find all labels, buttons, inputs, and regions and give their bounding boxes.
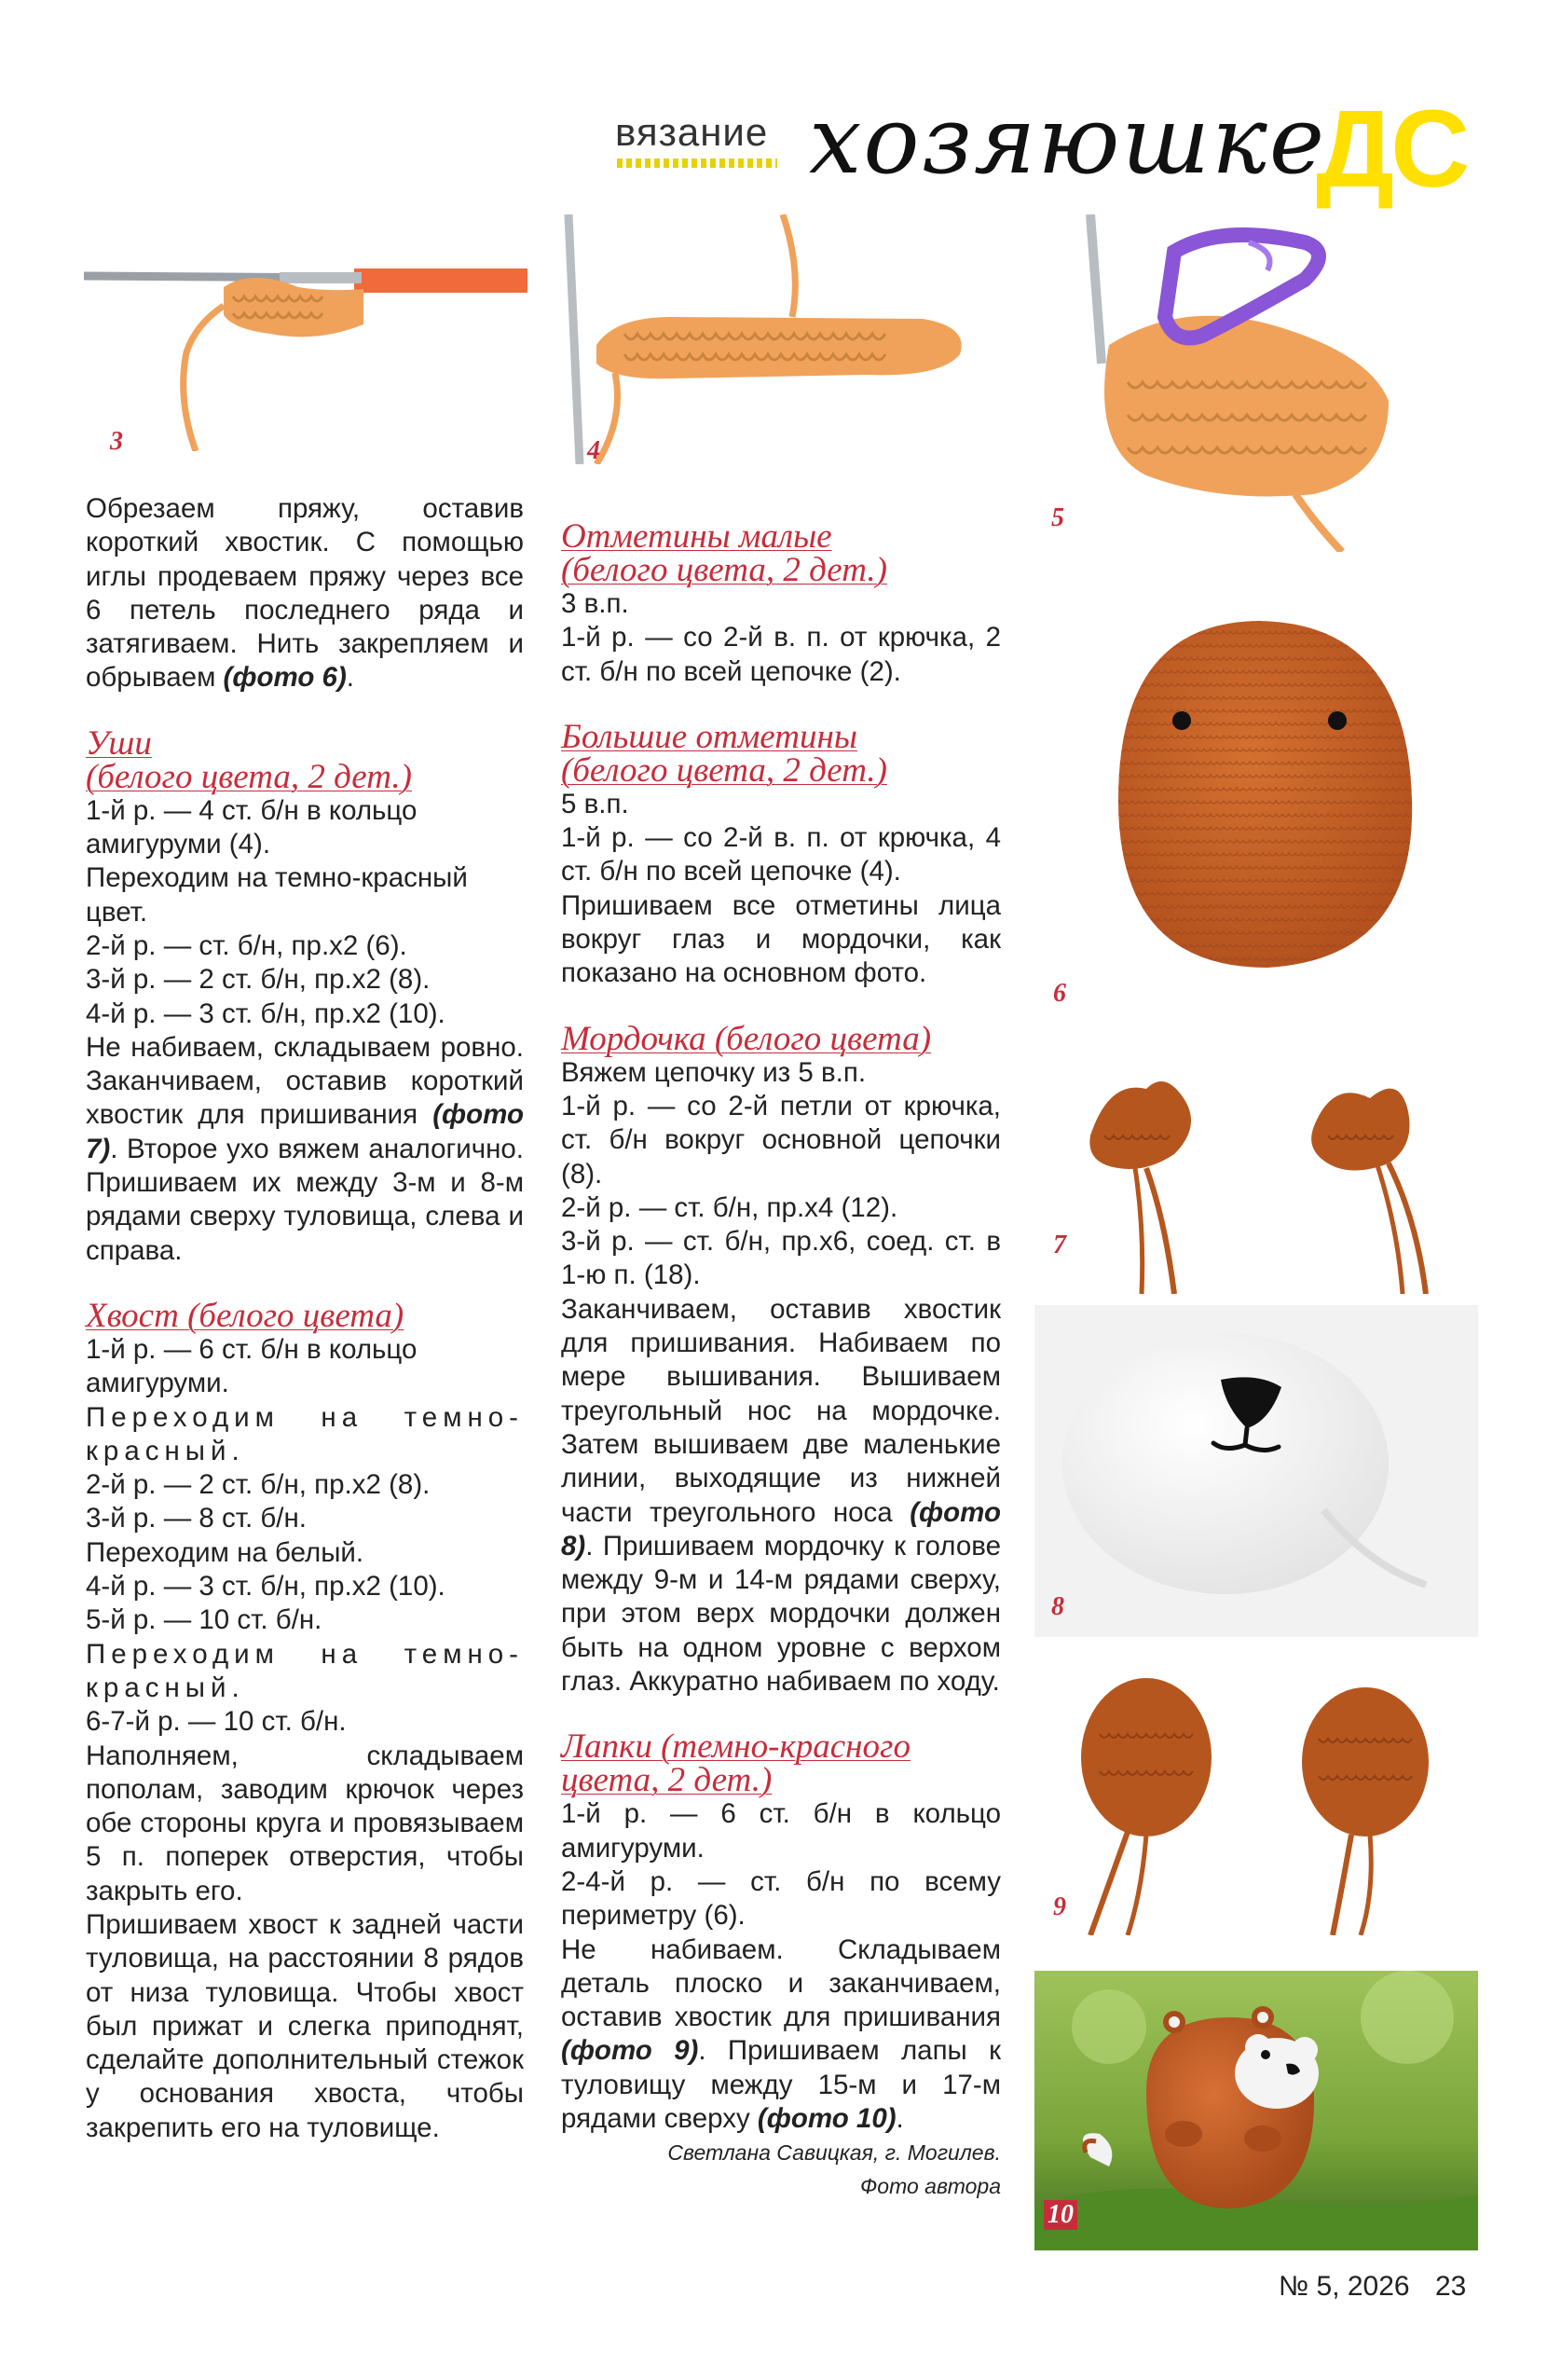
section-subheading-paws: цвета, 2 дет.) bbox=[561, 1761, 773, 1800]
instruction-row: Переходим на темно-красный цвет. bbox=[86, 862, 468, 928]
section-heading-paws: Лапки (темно-красного bbox=[561, 1727, 911, 1767]
instruction-row: Переходим на темно-красный. bbox=[86, 1638, 524, 1703]
photo-10-finished-toy bbox=[1034, 1971, 1478, 2250]
text-column-2 bbox=[561, 517, 1002, 2203]
section-subheading-small-marks: (белого цвета, 2 дет.) bbox=[561, 551, 887, 589]
section-heading-tail: Хвост (белого цвета) bbox=[86, 1296, 404, 1335]
section-subheading-ears: (белого цвета, 2 дет.) bbox=[86, 757, 412, 796]
instruction-row: 2-й р. — 2 ст. б/н, пр.х2 (8). bbox=[86, 1469, 431, 1501]
author-signature: Светлана Савицкая, г. Могилев. bbox=[667, 2140, 1001, 2166]
instruction-row: 1-й р. — со 2-й петли от крючка, ст. б/н вокруг основной цепочки (8). bbox=[561, 1090, 1001, 1190]
instruction-row: 4-й р. — 3 ст. б/н, пр.х2 (10). bbox=[86, 997, 445, 1029]
photo-ref: (фото 8) bbox=[561, 1496, 1001, 1561]
photo-5-stitch-marker bbox=[1034, 214, 1478, 552]
instruction-text: . Пришиваем лапы к туловищу между 15-м и 17-м рядами сверху bbox=[561, 2035, 1002, 2134]
text-column-1 bbox=[86, 492, 524, 2145]
instruction-row: 1-й р. — 6 ст. б/н в кольцо амигуруми. bbox=[86, 1333, 418, 1399]
instruction-row: 5 в.п. bbox=[561, 788, 629, 819]
photo-ref: (фото 10) bbox=[757, 2102, 897, 2134]
instruction-text: . Второе ухо вяжем аналогично. Пришиваем их между 3-м и 8-м рядами сверху туловища, слева и справа. bbox=[86, 1133, 524, 1266]
instruction-text: Не набиваем. Складываем деталь плоско и заканчиваем, оставив хвостик для пришивания bbox=[561, 1933, 1001, 2033]
instruction-paragraph: Пришиваем хвост к задней части туловища, на расстоянии 8 рядов от низа туловища. Чтобы хвост был прижат и слегка приподнят, сделайте дополнительный стежок у основания хвоста, чтобы закрепить его на туловище. bbox=[86, 1908, 524, 2143]
page-number: 23 bbox=[1435, 2271, 1467, 2302]
photo-ref: (фото 9) bbox=[561, 2035, 699, 2067]
photo-number: 5 bbox=[1051, 503, 1064, 532]
photo-number: 10 bbox=[1044, 2200, 1077, 2230]
instruction-row: 3 в.п. bbox=[561, 588, 629, 619]
intro-paragraph bbox=[86, 492, 524, 695]
header-title: хозяюшке bbox=[809, 86, 1327, 195]
magazine-logo: ДС bbox=[1316, 88, 1467, 211]
instruction-row: 3-й р. — ст. б/н, пр.х6, соед. ст. в 1-ю п. (18). bbox=[561, 1226, 1001, 1291]
instruction-row: 2-й р. — ст. б/н, пр.х4 (12). bbox=[561, 1191, 898, 1223]
instruction-row: 5-й р. — 10 ст. б/н. bbox=[86, 1604, 322, 1636]
issue-number: № 5, 2026 bbox=[1279, 2271, 1410, 2302]
instruction-row: Вяжем цепочку из 5 в.п. bbox=[561, 1056, 867, 1088]
instruction-text: Заканчиваем, оставив хвостик для пришивания. Набиваем по мере вышивания. Вышиваем треугольный нос на мордочке. Затем вышиваем две маленькие линии, выходящие из нижней части треугольного носа bbox=[561, 1293, 1001, 1528]
photo-ref: (фото 7) bbox=[86, 1099, 524, 1164]
photo-number: 6 bbox=[1053, 979, 1066, 1008]
photo-number: 9 bbox=[1053, 1892, 1066, 1921]
instruction-text: . bbox=[896, 2102, 904, 2134]
instruction-row: 1-й р. — 4 ст. б/н в кольцо амигуруми (4). bbox=[86, 794, 418, 860]
instruction-text: . Пришиваем мордочку к голове между 9-м и 14-м рядами сверху, при этом верх мордочки должен быть на одном уровне с верхом глаз. Аккуратно набиваем по ходу. bbox=[561, 1530, 1001, 1698]
instruction-row: 4-й р. — 3 ст. б/н, пр.х2 (10). bbox=[86, 1571, 445, 1603]
photo-number: 4 bbox=[587, 436, 600, 464]
photo-4-chain-strip bbox=[559, 214, 1006, 464]
instruction-row: 6-7-й р. — 10 ст. б/н. bbox=[86, 1706, 347, 1738]
intro-tail: . bbox=[346, 662, 354, 694]
section-heading-small-marks: Отметины малые bbox=[561, 517, 832, 556]
instruction-paragraph: Пришиваем все отметины лица вокруг глаз и мордочки, как показано на основном фото. bbox=[561, 889, 1001, 989]
photo-number: 3 bbox=[110, 427, 123, 451]
section-heading-big-marks: Большие отметины bbox=[561, 717, 857, 756]
photo-8-muzzle bbox=[1034, 1305, 1478, 1637]
instruction-row: 2-4-й р. — ст. б/н по всему периметру (6). bbox=[561, 1865, 1001, 1932]
header-category: вязание bbox=[615, 110, 769, 154]
photo-7-ears bbox=[1034, 1052, 1478, 1294]
instruction-paragraph bbox=[561, 1933, 1001, 2137]
section-subheading-big-marks: (белого цвета, 2 дет.) bbox=[561, 750, 887, 790]
photo-number: 7 bbox=[1053, 1231, 1066, 1259]
header-wave-decoration bbox=[617, 158, 777, 168]
photo-9-paws bbox=[1034, 1669, 1478, 1935]
instruction-row: 3-й р. — 2 ст. б/н, пр.х2 (8). bbox=[86, 964, 431, 996]
instruction-paragraph bbox=[561, 1293, 1001, 1699]
photo-6-body bbox=[1034, 585, 1478, 1022]
instruction-row: 1-й р. — со 2-й в. п. от крючка, 2 ст. б/н по всей цепочке (2). bbox=[561, 622, 1001, 687]
instruction-paragraph: Наполняем, складываем пополам, заводим крючок через обе стороны круга и провязываем 5 п. поперек отверстия, чтобы закрыть его. bbox=[86, 1740, 524, 1906]
photo-number: 8 bbox=[1051, 1592, 1064, 1621]
instruction-row: Переходим на темно-красный. bbox=[86, 1401, 524, 1466]
instruction-paragraph bbox=[86, 1031, 524, 1268]
section-heading-ears: Уши bbox=[86, 723, 152, 763]
instruction-row: 2-й р. — ст. б/н, пр.х2 (6). bbox=[86, 929, 407, 961]
photo-ref: (фото 6) bbox=[223, 662, 347, 694]
photo-3-crochet-hook-chain bbox=[84, 241, 527, 451]
instruction-text: Не набиваем, складываем ровно. Заканчиваем, оставив короткий хвостик для пришивания bbox=[86, 1031, 524, 1131]
instruction-row: 1-й р. — 6 ст. б/н в кольцо амигуруми. bbox=[561, 1798, 1001, 1864]
photo-credit: Фото автора bbox=[860, 2174, 1001, 2199]
instruction-row: 3-й р. — 8 ст. б/н. bbox=[86, 1503, 307, 1534]
instruction-row: Переходим на белый. bbox=[86, 1536, 364, 1568]
instruction-row: 1-й р. — со 2-й в. п. от крючка, 4 ст. б/н по всей цепочке (4). bbox=[561, 822, 1001, 887]
section-heading-muzzle: Мордочка (белого цвета) bbox=[561, 1019, 932, 1058]
intro-text: Обрезаем пряжу, оставив короткий хвостик. С помощью иглы продеваем пряжу через все 6 петель последнего ряда и затягиваем. Нить закрепляем и обрываем bbox=[86, 493, 524, 694]
